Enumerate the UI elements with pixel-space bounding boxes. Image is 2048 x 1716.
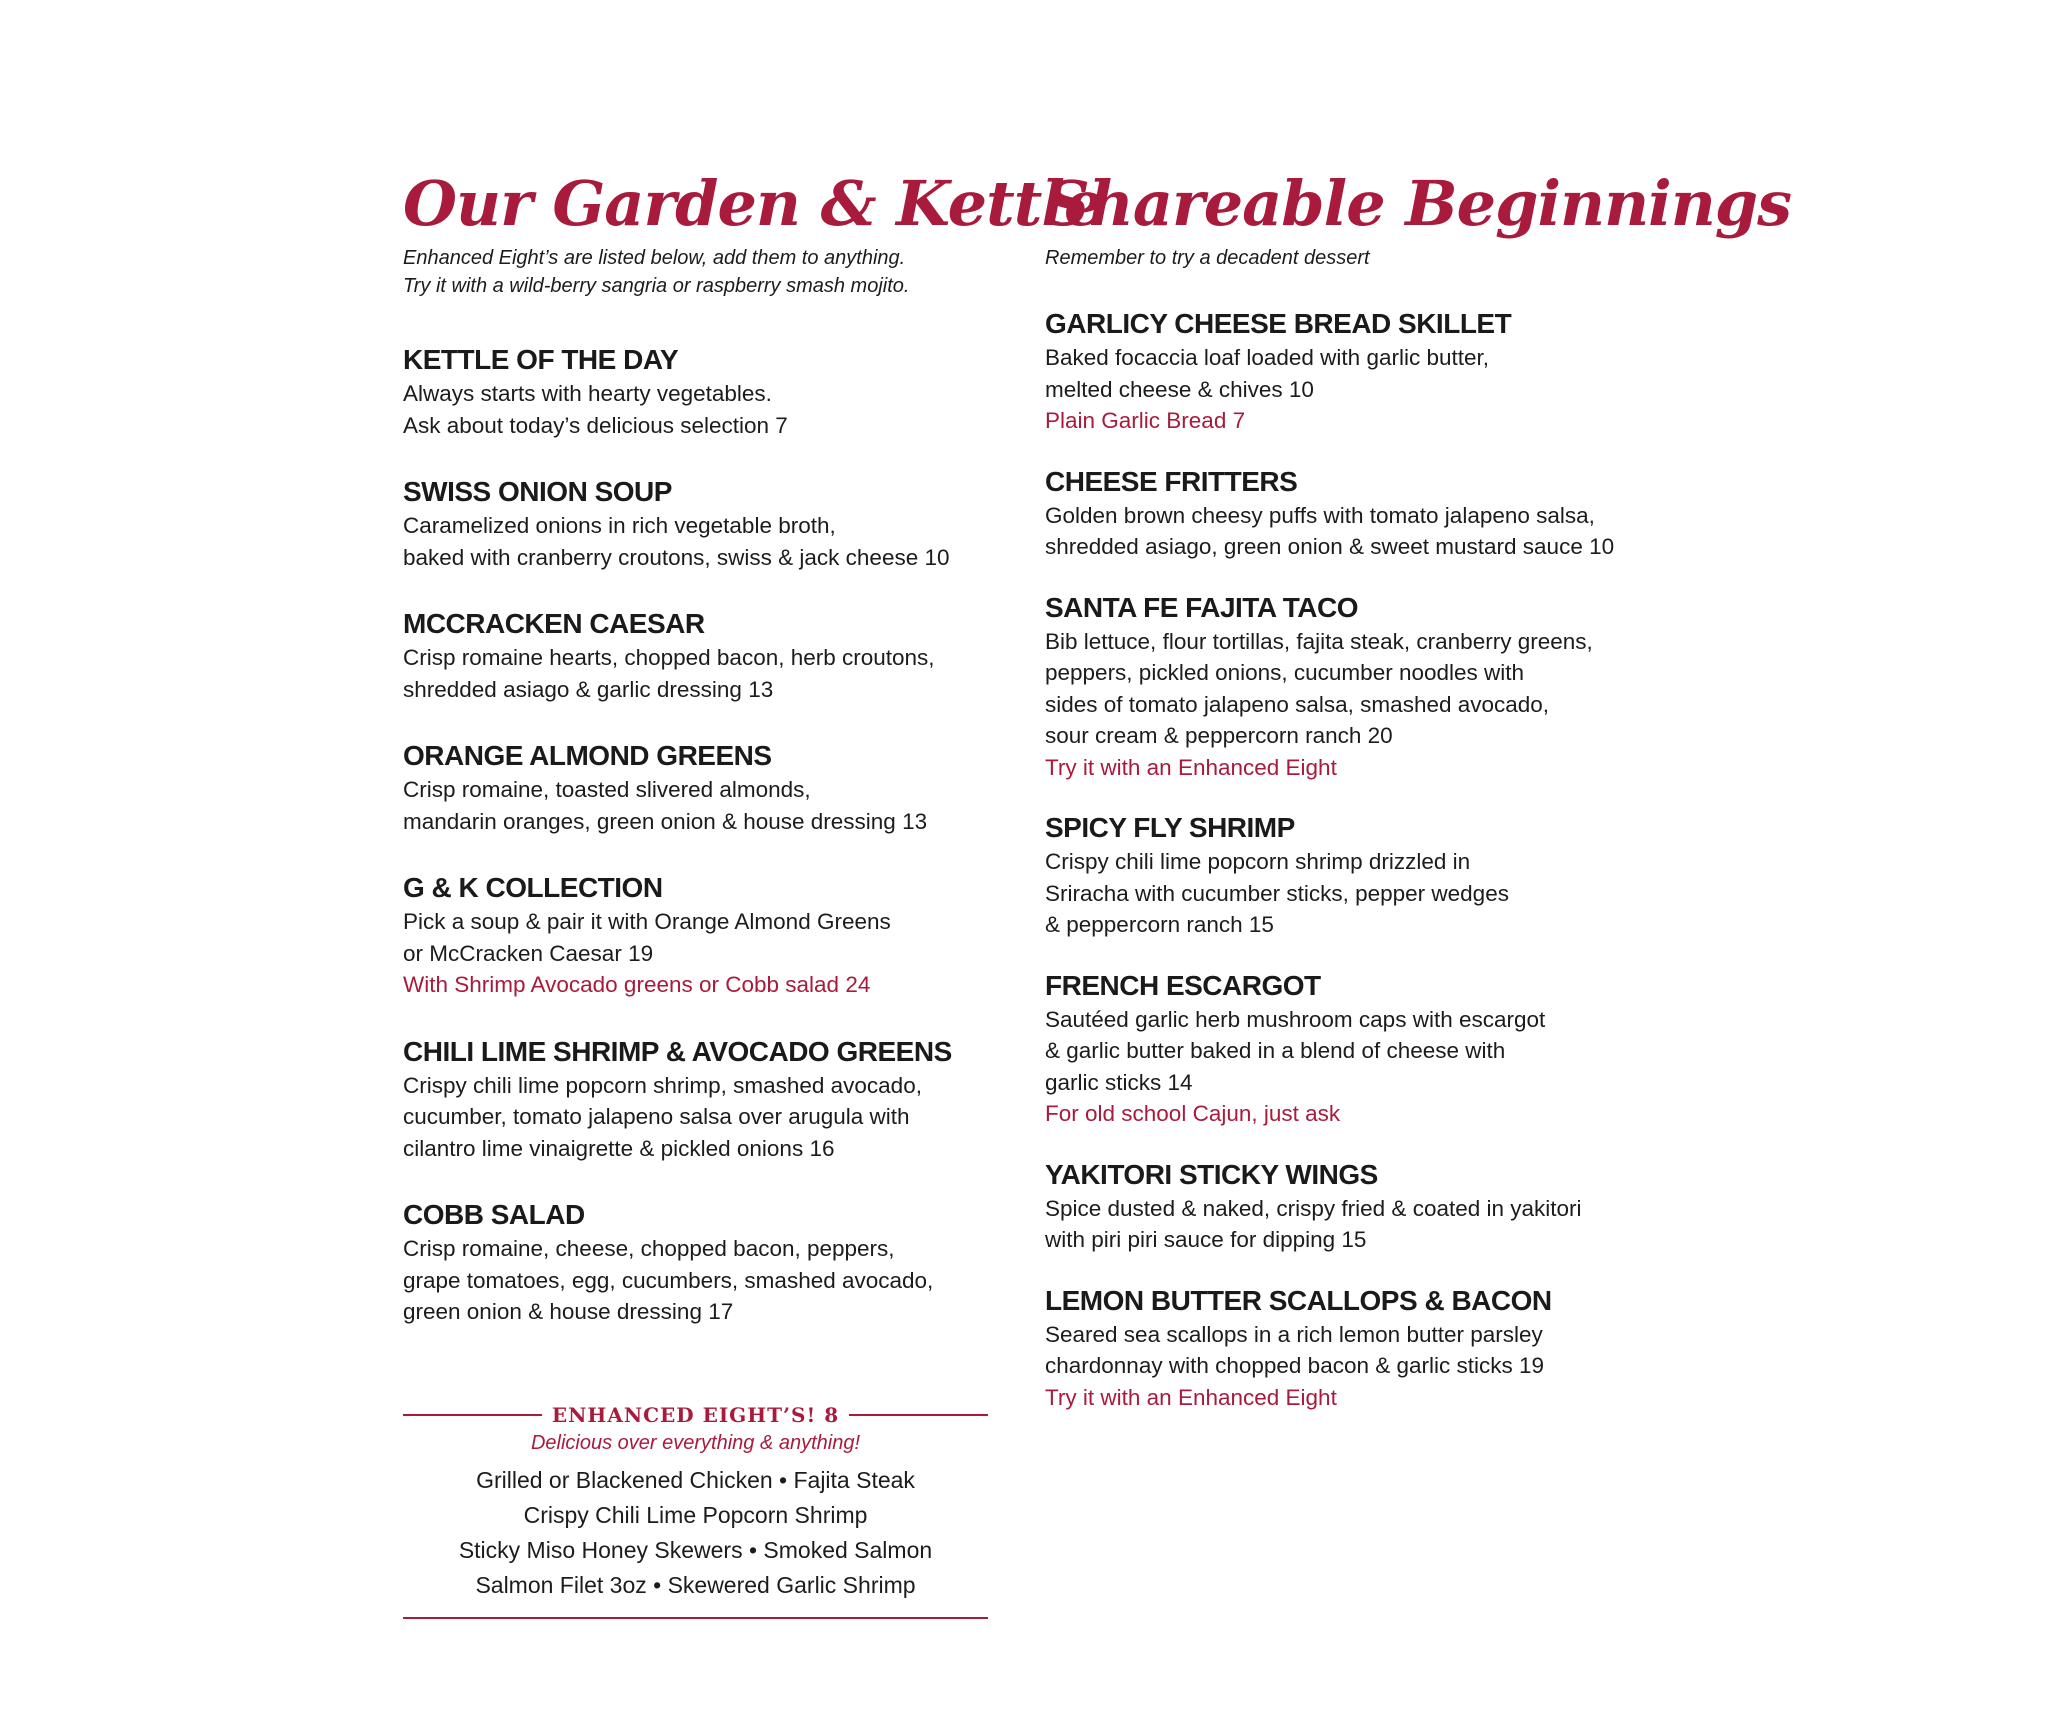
menu-item: [1045, 1283, 1685, 1414]
desc-line: Crispy chili lime popcorn shrimp drizzled in: [1045, 849, 1471, 874]
menu-item: [403, 474, 1023, 573]
intro-line: Try it with a wild-berry sangria or raspberry smash mojito.: [403, 275, 910, 297]
desc-line: Pick a soup & pair it with Orange Almond Greens: [403, 909, 891, 934]
desc-line: with piri piri sauce for dipping 15: [1045, 1227, 1367, 1252]
item-name: SANTA FE FAJITA TACO: [1045, 591, 1359, 623]
enhanced-subtitle: Delicious over everything & anything!: [530, 1432, 861, 1454]
menu-item: [403, 738, 1023, 837]
item-name: YAKITORI STICKY WINGS: [1045, 1158, 1378, 1190]
desc-line: Baked focaccia loaf loaded with garlic butter,: [1045, 345, 1490, 370]
desc-line: sides of tomato jalapeno salsa, smashed avocado,: [1045, 691, 1550, 717]
desc-line: Crisp romaine, cheese, chopped bacon, peppers,: [403, 1236, 895, 1261]
item-name: CHILI LIME SHRIMP & AVOCADO GREENS: [403, 1035, 952, 1067]
item-name: COBB SALAD: [403, 1199, 585, 1230]
item-note: Plain Garlic Bread 7: [1045, 408, 1246, 433]
enhanced-list: [403, 1463, 988, 1603]
item-description: [1045, 846, 1685, 941]
desc-line: or McCracken Caesar 19: [403, 940, 654, 966]
desc-line: Seared sea scallops in a rich lemon butter parsley: [1045, 1321, 1543, 1347]
item-description: [1045, 342, 1685, 405]
item-note: With Shrimp Avocado greens or Cobb salad 24: [403, 972, 871, 997]
item-description: [403, 1233, 1023, 1328]
desc-line: sour cream & peppercorn ranch 20: [1045, 723, 1393, 748]
menu-item: [403, 606, 1023, 705]
desc-line: cilantro lime vinaigrette & pickled onions 16: [403, 1135, 835, 1161]
desc-line: Crispy chili lime popcorn shrimp, smashed avocado,: [403, 1072, 922, 1098]
desc-line: peppers, pickled onions, cucumber noodles with: [1045, 660, 1525, 685]
item-name: SPICY FLY SHRIMP: [1045, 812, 1295, 843]
enhanced-line: Grilled or Blackened Chicken • Fajita Steak: [476, 1467, 915, 1493]
item-description: [403, 906, 1023, 969]
desc-line: Crisp romaine hearts, chopped bacon, herb croutons,: [403, 645, 935, 670]
item-description: [1045, 1004, 1685, 1099]
enhanced-header: [403, 1403, 988, 1427]
item-description: [403, 774, 1023, 837]
desc-line: grape tomatoes, egg, cucumbers, smashed avocado,: [403, 1267, 934, 1293]
shareable-beginnings-section: [1045, 167, 1792, 1413]
section-intro: [403, 244, 1023, 300]
enhanced-line: Sticky Miso Honey Skewers • Smoked Salmon: [458, 1537, 933, 1563]
divider: [403, 1414, 542, 1416]
garden-kettle-section: [403, 167, 1103, 1328]
desc-line: chardonnay with chopped bacon & garlic sticks 19: [1045, 1353, 1545, 1378]
menu-item: [403, 1034, 1023, 1165]
item-description: [403, 510, 1023, 573]
desc-line: Ask about today’s delicious selection 7: [403, 412, 788, 438]
item-name: ORANGE ALMOND GREENS: [403, 740, 772, 771]
enhanced-line: Crispy Chili Lime Popcorn Shrimp: [523, 1502, 868, 1528]
item-name: LEMON BUTTER SCALLOPS & BACON: [1045, 1284, 1552, 1316]
desc-line: mandarin oranges, green onion & house dressing 13: [403, 808, 928, 834]
desc-line: shredded asiago, green onion & sweet mustard sauce 10: [1045, 534, 1615, 559]
item-note: Try it with an Enhanced Eight: [1045, 754, 1337, 780]
desc-line: green onion & house dressing 17: [403, 1299, 734, 1324]
item-name: CHEESE FRITTERS: [1045, 465, 1298, 497]
desc-line: melted cheese & chives 10: [1045, 376, 1314, 402]
item-name: SWISS ONION SOUP: [403, 476, 672, 507]
divider: [403, 1617, 988, 1619]
enhanced-line: Salmon Filet 3oz • Skewered Garlic Shrimp: [475, 1572, 916, 1598]
divider: [849, 1414, 988, 1416]
desc-line: garlic sticks 14: [1045, 1069, 1193, 1095]
item-description: [1045, 1193, 1685, 1256]
menu-item: [403, 342, 1023, 441]
desc-line: & garlic butter baked in a blend of cheese with: [1045, 1038, 1506, 1063]
desc-line: baked with cranberry croutons, swiss & jack cheese 10: [403, 544, 950, 570]
menu-items: [1045, 306, 1685, 1413]
item-name: MCCRACKEN CAESAR: [403, 608, 705, 639]
enhanced-eights-box: [403, 1403, 988, 1619]
item-description: [403, 378, 1023, 441]
section-title: Shareable Beginnings: [1045, 167, 1792, 240]
desc-line: Bib lettuce, flour tortillas, fajita steak, cranberry greens,: [1045, 628, 1593, 654]
section-title: Our Garden & Kettle: [403, 167, 1103, 240]
enhanced-title: ENHANCED EIGHT’S! 8: [551, 1403, 840, 1427]
item-note: For old school Cajun, just ask: [1045, 1101, 1341, 1126]
item-note: Try it with an Enhanced Eight: [1045, 1384, 1337, 1410]
item-description: [1045, 1319, 1685, 1382]
item-description: [1045, 500, 1685, 563]
menu-items: [403, 342, 1023, 1328]
menu-item: [1045, 1157, 1685, 1256]
section-intro: [1045, 244, 1685, 272]
item-name: G & K COLLECTION: [403, 872, 663, 903]
desc-line: & peppercorn ranch 15: [1045, 912, 1274, 937]
intro-line: Remember to try a decadent dessert: [1045, 247, 1370, 269]
desc-line: Golden brown cheesy puffs with tomato jalapeno salsa,: [1045, 502, 1595, 528]
desc-line: Sautéed garlic herb mushroom caps with escargot: [1045, 1006, 1546, 1032]
item-name: GARLICY CHEESE BREAD SKILLET: [1045, 308, 1512, 339]
intro-line: Enhanced Eight’s are listed below, add them to anything.: [403, 247, 906, 269]
menu-item: [1045, 968, 1685, 1130]
desc-line: Caramelized onions in rich vegetable broth,: [403, 513, 836, 538]
menu-item: [403, 870, 1023, 1001]
desc-line: cucumber, tomato jalapeno salsa over arugula with: [403, 1104, 910, 1129]
menu-item: [1045, 306, 1685, 437]
item-description: [1045, 626, 1685, 752]
desc-line: Crisp romaine, toasted slivered almonds,: [403, 777, 811, 802]
menu-item: [1045, 590, 1685, 784]
menu-item: [1045, 810, 1685, 941]
item-name: KETTLE OF THE DAY: [403, 344, 679, 375]
item-description: [403, 642, 1023, 705]
desc-line: Sriracha with cucumber sticks, pepper wedges: [1045, 880, 1509, 906]
desc-line: Always starts with hearty vegetables.: [403, 381, 772, 406]
menu-item: [1045, 464, 1685, 563]
menu-item: [403, 1197, 1023, 1328]
desc-line: shredded asiago & garlic dressing 13: [403, 676, 774, 702]
desc-line: Spice dusted & naked, crispy fried & coated in yakitori: [1045, 1195, 1582, 1221]
item-name: FRENCH ESCARGOT: [1045, 969, 1321, 1001]
item-description: [403, 1070, 1023, 1165]
